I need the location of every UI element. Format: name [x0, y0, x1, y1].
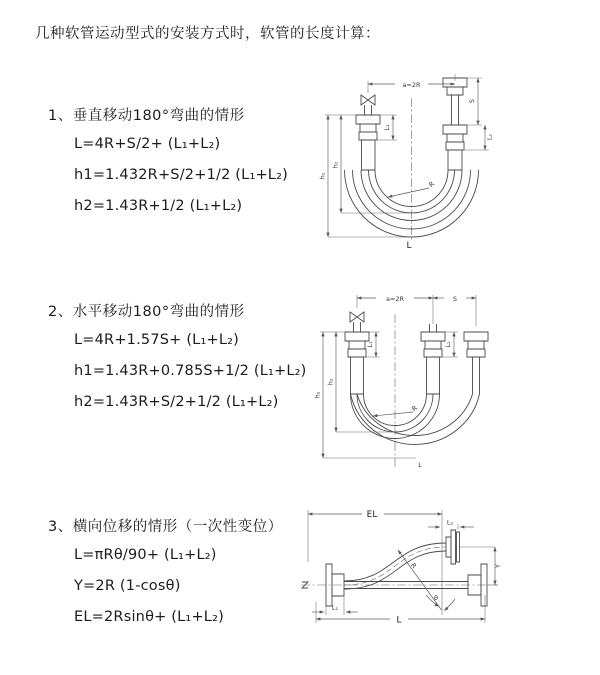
upper-flange-displaced-position: [446, 530, 460, 564]
label-r: R: [427, 179, 437, 189]
section-3-formula-L: L=πRθ/90+ (L₁+L₂): [74, 547, 217, 563]
label-l1: L₁: [331, 604, 339, 612]
label-theta: θ: [434, 594, 438, 602]
dimension-S: [433, 295, 476, 326]
label-r: R: [410, 403, 420, 413]
label-span: a=2R: [385, 294, 405, 303]
label-l1: L₁: [366, 341, 374, 348]
dimension-L1: [312, 597, 358, 615]
dimension-EL: [308, 510, 442, 615]
right-pipe-moved-position: [464, 332, 488, 394]
label-l2: L₂: [485, 133, 494, 141]
section-1-formula-h2: h2=1.43R+1/2 (L₁+L₂): [74, 198, 243, 214]
left-pipe: [356, 105, 380, 170]
dimension-S: [467, 78, 482, 125]
centerlines: [301, 547, 498, 585]
label-r: R: [409, 561, 419, 571]
section-1-formula-L: L=4R+S/2+ (L₁+L₂): [74, 136, 221, 152]
diagram-horizontal-180-bend: [310, 284, 590, 479]
section-1-formula-h1: h1=1.432R+S/2+1/2 (L₁+L₂): [74, 167, 288, 183]
label-length: L: [396, 615, 402, 626]
dimension-h2: [332, 115, 411, 213]
dimension-L2: [440, 332, 458, 357]
label-s: S: [468, 98, 476, 104]
label-l1: L₁: [383, 124, 391, 131]
section-3-heading: 3、横向位移的情形（一次性变位）: [48, 519, 283, 535]
dimension-L2: [428, 519, 474, 531]
label-h1: h₁: [318, 172, 327, 180]
label-l2: L₂: [446, 518, 454, 527]
middle-pipe: [421, 324, 445, 394]
diagram-vertical-180-bend: [315, 70, 585, 270]
section-2-formula-L: L=4R+1.57S+ (L₁+L₂): [74, 332, 239, 348]
label-h2: h₂: [331, 161, 340, 169]
label-h1: h₁: [313, 391, 322, 399]
valve-icon: [361, 95, 375, 105]
label-h2: h₂: [326, 378, 335, 386]
label-s: S: [452, 294, 458, 303]
dimension-span-a2R: [368, 74, 455, 93]
dimension-h1: [313, 332, 420, 458]
diagram-lateral-displacement: [298, 500, 506, 635]
u-bend-hose-moved: [351, 394, 480, 444]
section-2-heading: 2、水平移动180°弯曲的情形: [48, 304, 245, 320]
page-title: 几种软管运动型式的安装方式时，软管的长度计算：: [35, 26, 380, 42]
section-2-formula-h2: h2=1.43R+S/2+1/2 (L₁+L₂): [74, 394, 279, 410]
section-3-formula-EL: EL=2Rsinθ+ (L₁+L₂): [74, 609, 224, 625]
label-l2: L₂: [444, 341, 452, 348]
dimension-L1: [375, 115, 397, 140]
label-span: a=2R: [402, 80, 421, 89]
label-el: EL: [366, 510, 378, 520]
radius-callout: [388, 180, 436, 197]
dimension-L: [316, 595, 485, 626]
dimension-Y: [487, 547, 502, 585]
section-1-heading: 1、垂直移动180°弯曲的情形: [48, 108, 245, 124]
label-y: Y: [494, 564, 502, 568]
left-pipe: [345, 322, 369, 394]
radius-callout: [373, 404, 419, 416]
valve-icon: [350, 312, 364, 322]
label-length: L: [418, 461, 422, 469]
label-length: L: [406, 241, 412, 251]
section-3-formula-Y: Y=2R (1-cosθ): [74, 578, 181, 594]
section-2-formula-h1: h1=1.43R+0.785S+1/2 (L₁+L₂): [74, 363, 307, 379]
theta-angle: [426, 594, 455, 611]
right-pipe: [443, 78, 467, 170]
